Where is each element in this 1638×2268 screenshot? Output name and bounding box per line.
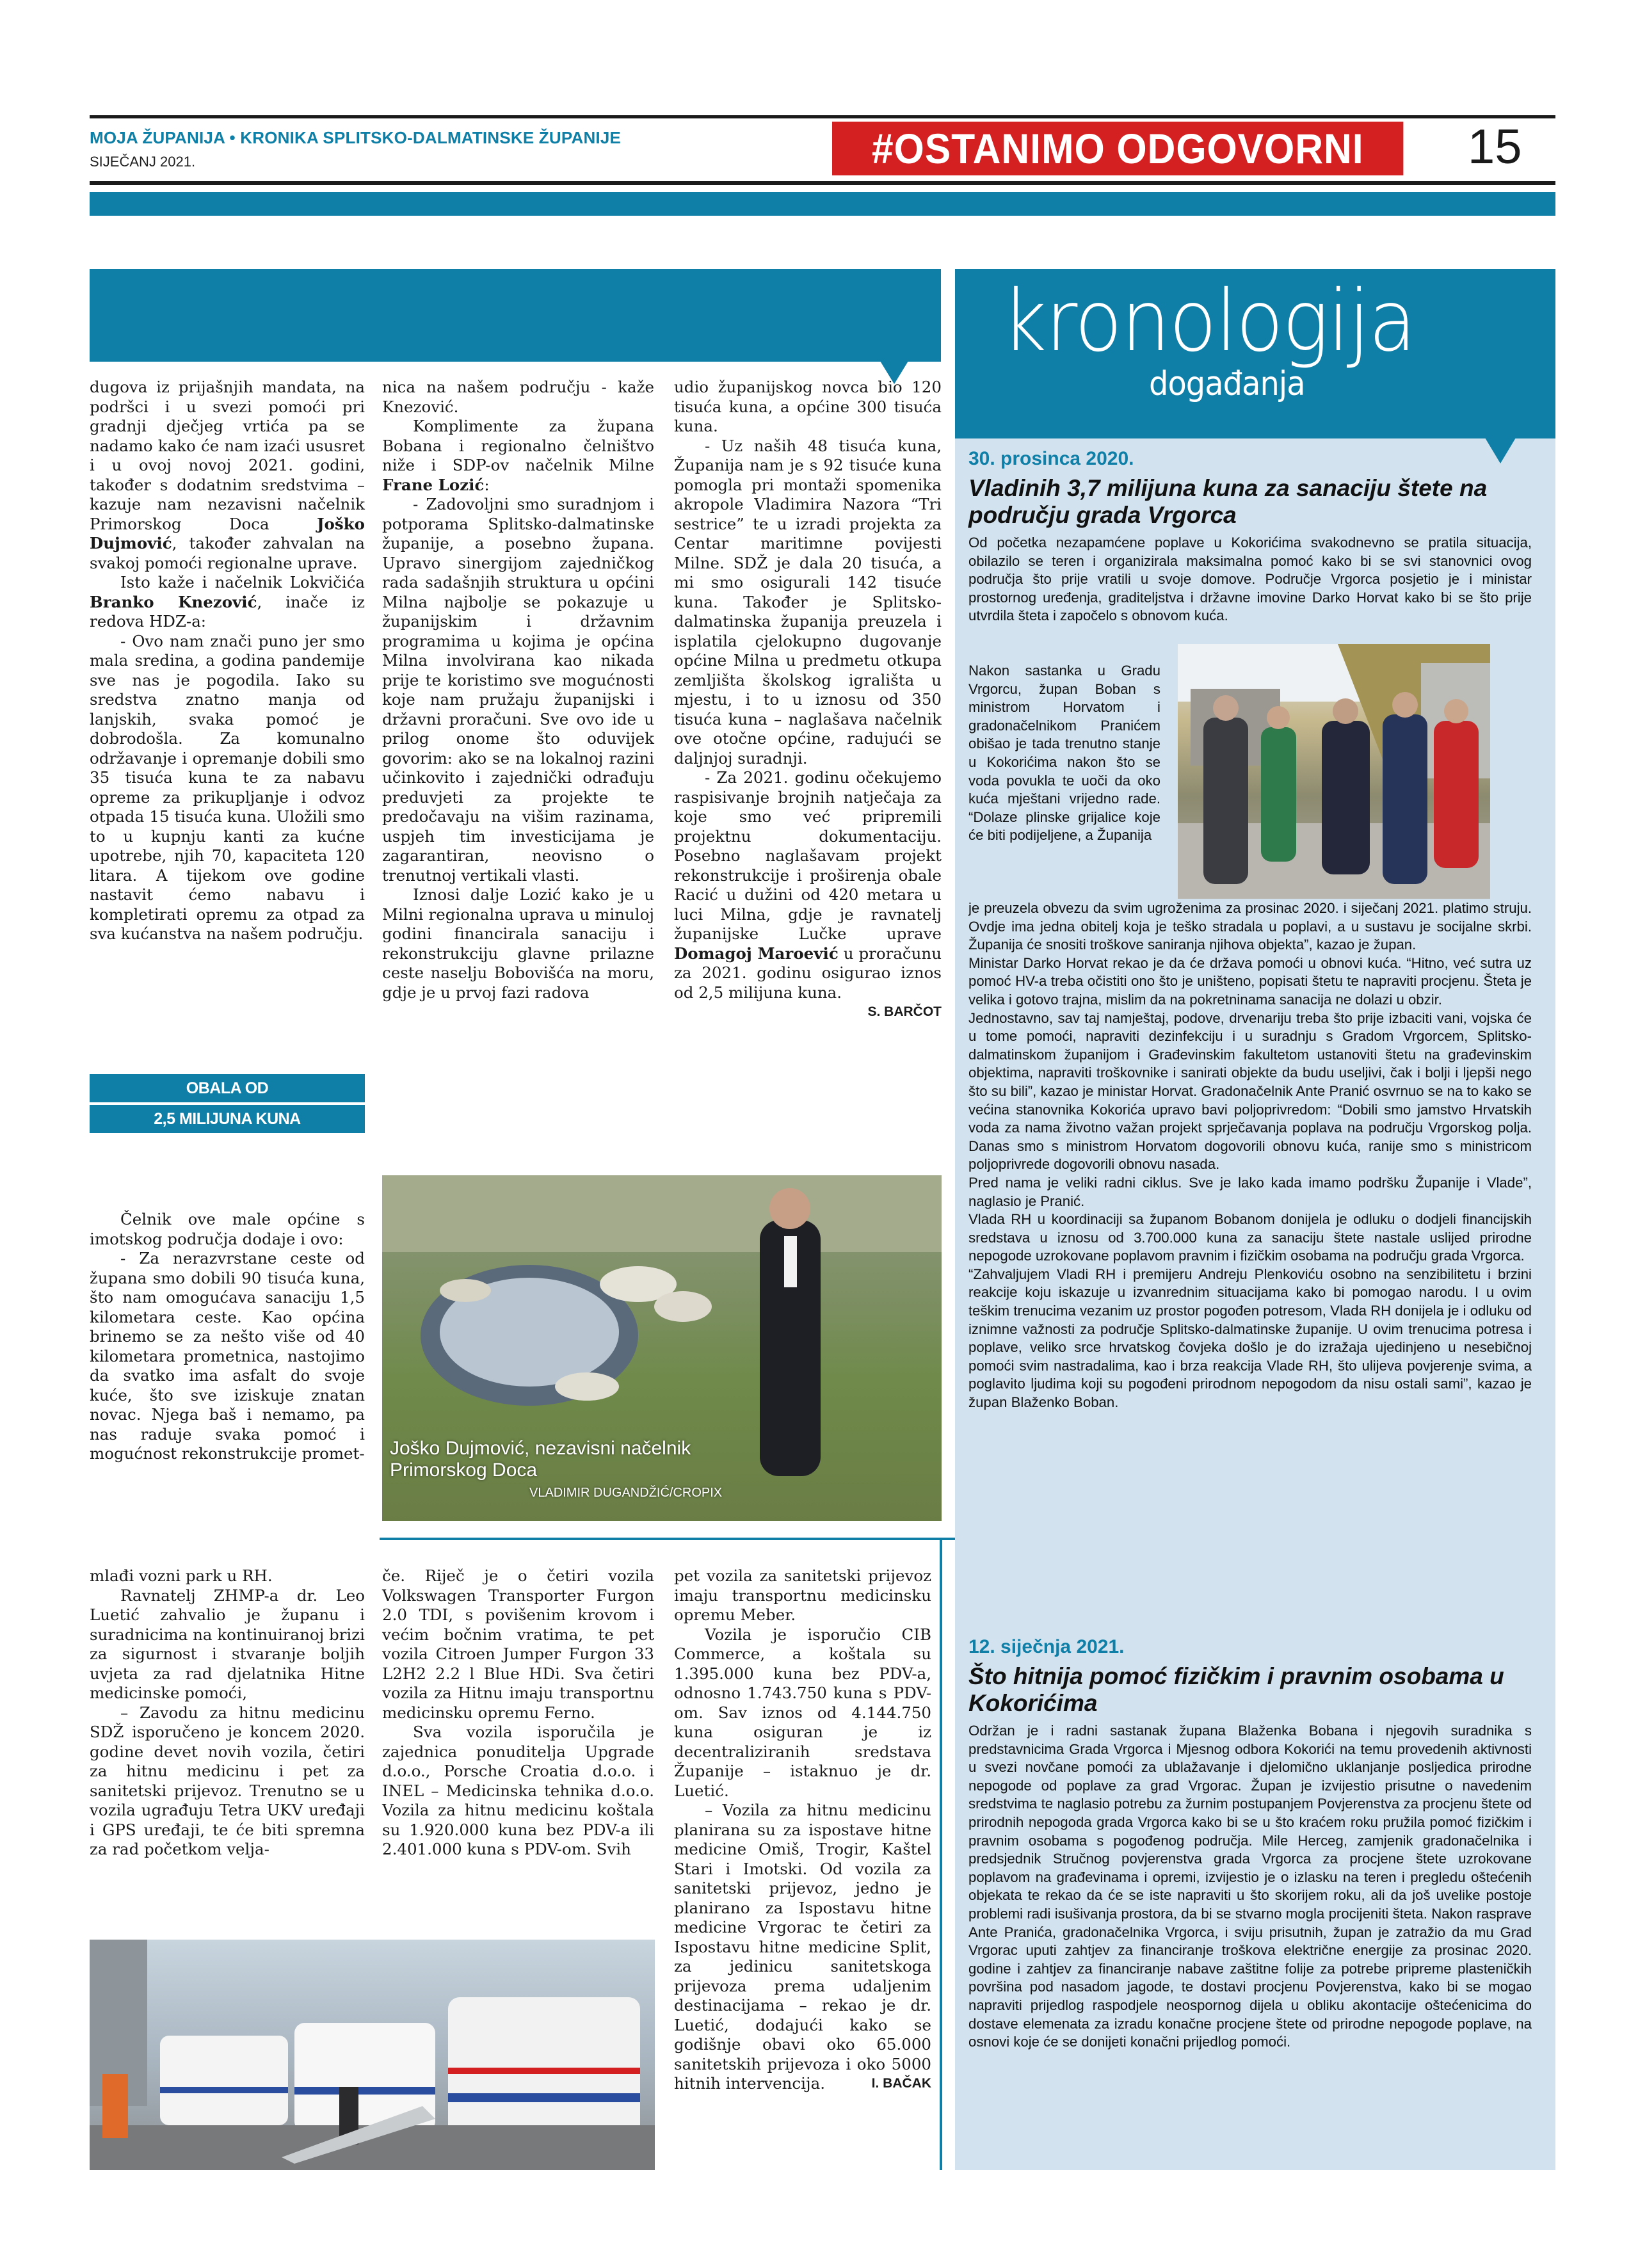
entry1-wrap-text: Nakon sastanka u Gradu Vrgorcu, župan Boban s ministrom Horvatom i gradonačelnikom Pranićem obišao je tada trenutno stanje u Kokorićima nakon što se voda povukla te uoči da oko kuća mještani vrijedno rade. “Dolaze plinske grijalice koje će biti podijeljene, a Županija — [968, 663, 1160, 844]
section-title: MOJA ŽUPANIJA • KRONIKA SPLITSKO-DALMATINSKE ŽUPANIJE — [90, 128, 622, 147]
article2-frame-side — [940, 1538, 942, 2170]
header-rule — [90, 181, 1555, 185]
entry1-headline: Vladinih 3,7 milijuna kuna za sanaciju štete na području grada Vrgorca — [968, 475, 1488, 528]
entry1-date: 30. prosinca 2020. — [968, 448, 1134, 469]
photo-josko-dujmovic — [382, 1175, 942, 1521]
photo-caption: Joško Dujmović, nezavisni načelnik Primorskog Doca — [390, 1438, 691, 1481]
article1-column-1b: Čelnik ove male općine s imotskog područja dodaje i ovo: - Za nerazvrstane ceste od župana smo dobili 90 tisuća kuna, što nam omogućava sanaciju 1,5 kilometara ceste. Kao općina brinemo se za nešto više od 40 kilometara prometnica, nastojimo da svatko ima asfalt do svoje kuće, što sve iziskuje znatan novac. Njega baš i nemamo, pa nas raduje svaka pomoć i mogućnost rekonstrukcije promet- — [90, 1210, 365, 1463]
article2-column-1: mlađi vozni park u RH. Ravnatelj ZHMP-a dr. Leo Luetić zahvalio je županu i suradnicima na kontinuiranoj brizi za sigurnost i stvaranje boljih uvjeta za rad djelatnika Hitne medicinske pomoći, – Zavodu za hitnu medicinu SDŽ isporučeno je koncem 2020. godine devet novih vozila, četiri za hitnu medicinu i pet za sanitetski prijevoz. Trenutno se u vozila ugrađuju Tetra UKV uređaji i GPS uređaji, te će biti spremna za rad početkom velja- — [90, 1566, 365, 1858]
byline: I. BAČAK — [871, 2076, 931, 2091]
chronology-pointer — [1485, 438, 1516, 463]
top-rule — [90, 115, 1555, 118]
article1-column-1: dugova iz prijašnjih mandata, na podršci i u svezi pomoći pri gradnji dječjeg vrtića pa se nadamo kako će nam izaći ususret i u ovoj novoj 2021. godini, također s dodatnim sredstvima – kazuje nam nezavisni načelnik Primorskog Doca Joško Dujmović, također zahvalan na svakoj pomoći regionalne uprave. Isto kaže i načelnik Lokvičića Branko Knezović, inače iz redova HDZ-a: - Ovo nam znači puno jer smo mala sredina, a godina pandemije sve nas je pogodila. Iako su sredstva znatno manja od lanjskih, svaka pomoć je dobrodošla. Za komunalno održavanje i opremanje dobili smo 35 tisuća kuna te za nabavu opreme za prikupljanje i odvoz otpada 15 tisuća kuna. Uložili smo to u kupnju kanti za kućne upotrebe, njih 70, kapaciteta 120 litara. A tijekom ove godine nastavit ćemo nabavu i kompletirati opremu za otpad za sva kućanstva na našem području. — [90, 378, 365, 943]
article1-callout-banner — [90, 269, 941, 362]
header-color-bar — [90, 192, 1555, 216]
person-figure — [1383, 714, 1427, 884]
person-name: Frane Lozić — [382, 475, 485, 494]
entry2-body: Održan je i radni sastanak župana Blaženka Bobana i njegovih suradnika s predstavnicima Grada Vrgorca i Mjesnog odbora Kokorići na temu provedenih aktivnosti u svezi novčane pomoći za ublažavanje i djelomično uklanjanje posljedica prirodne nepogode od poplave za grad Vrgorac. Župan je izvijestio prisutne o navedenim sredstvima te naglasio potrebu za žurnim postupanjem Povjerenstva za procjenu štete od prirodnih nepogoda grada Vrgorca kako bi se u što kraćem roku pružila pomoć fizičkim i pravnim osobama s pogođenog područja. Mile Herceg, zamjenik gradonačelnika i predsjednik Stručnog povjerenstva grada Vrgorca za procjene štete uzrokovane poplavom na građevinama i opremi, izvijestio je o izlasku na teren i pregledu oštećenih objekata te rekao da će se iste napraviti u što skorijem roku, ali da još uvelike postoje problemi radi isušivanja prostora, da bi se stvarno mogla procijeniti šteta. Nakon rasprave Ante Pranića, gradonačelnika Vrgorca, i sviju prisutnih, župan je zatražio da mu Grad Vrgorac uputi zahtjev za financiranje troškova električne energije za prosinac 2020. godine i zahtjev za financiranje nabave zaštitne folije za potrebe pripreme plasteničkih površina pod nasadom jagode, te dostavi procjenu Povjerenstva, kako bi se mogao napraviti prijedlog raspodjele neospornog dijela u obliku akontacije oštećenicima do dostave elemenata za izradu konačne procjene štete od prirodne nepogode poplave, na osnovi koje će se donijeti konačni prijedlog pomoći. — [968, 1723, 1532, 2050]
subhead-line-2: 2,5 MILIJUNA KUNA — [90, 1105, 365, 1133]
person-figure — [1434, 721, 1479, 868]
article1-column-2: nica na našem području - kaže Knezović. Komplimente za župana Bobana i regionalno čelništvo niže i SDP-ov načelnik Milne Frane Lozić: - Zadovoljni smo suradnjom i potporama Splitsko-dalmatinske županije, a posebno župana. Upravo sinergijom zajedničkog rada sadašnjih struktura u općini Milna najbolje se pokazuje u županijskim i državnim programima u kojima je općina Milna involvirana kao nikada prije te koristimo sve mogućnosti koje nam pružaju županijski i državni proračuni. Sve ovo ide u prilog onome što oduvijek govorim: ako se na lokalnoj razini učinkovito i zajednički odrađuju preduvjeti za projekte te predočavaju na višim razinama, uspjeh tim investicijama je zagarantiran, neovisno o trenutnoj vertikali vlasti. Iznosi dalje Lozić kako je u Milni regionalna uprava u minuloj godini financirala sanaciju i rekonstrukciju glavne prilazne ceste naselju Bobovišća na moru, gdje je u prvoj fazi radova — [382, 378, 654, 1002]
photo-ambulances — [90, 1940, 655, 2170]
entry1-intro: Od početka nezapamćene poplave u Kokorićima svakodnevno se pratila situacija, obilazilo se teren i organizirala maksimalna pomoć kako bi se svi stanovnici ovog područja što prije vratili u svoje domove. Područje Vrgorca posjetio je i ministar prostornog uređenja, graditeljstva i državne imovine Darko Horvat kako bi se što prije utvrdila šteta i započelo s obnovom kuća. — [968, 535, 1532, 624]
chronology-title: kronologija — [1002, 272, 1415, 371]
photo-officials-visit — [1178, 644, 1490, 899]
article1-column-3: udio županijskog novca bio 120 tisuća kuna, a općine 300 tisuća kuna. - Uz naših 48 tisuća kuna, Županija nam je s 92 tisuće kuna pomogla pri montaži spomenika akropole Vladimira Nazora “Tri sestrice” te u izradi projekta za Centar maritimne povijesti Milne. SDŽ je dala 20 tisuća, a mi smo osigurali 142 tisuće kuna. Također je Splitsko-dalmatinska županija preuzela i isplatila cjelokupno dugovanje općine Milna u predmetu otkupa zemljišta školskog igrališta u mjestu, i to u iznosu od 350 tisuća kuna – naglašava načelnik ove otočne općine, radujući se daljnjoj suradnji. - Za 2021. godinu očekujemo raspisivanje brojnih natječaja za koje smo već pripremili projektnu dokumentaciju. Posebno naglašavam projekt rekonstrukcije i proširenja obale Racić u dužini od 420 metara u luci Milna, gdje je ravnatelj županijske Lučke uprave Domagoj Maroević u proračunu za 2021. godinu osigurao iznos od 2,5 milijuna kuna. S. BARČOT — [674, 378, 942, 1022]
person-figure — [1322, 721, 1370, 874]
byline: S. BARČOT — [867, 1004, 942, 1019]
chronology-subtitle: događanja — [1149, 365, 1305, 403]
person-name: Branko Knezović — [90, 592, 257, 611]
article2-column-3: pet vozila za sanitetski prijevoz imaju transportnu medicinsku opremu Meber. Vozila je isporučio CIB Commerce, a koštala su 1.395.000 kuna bez PDV-a, odnosno 1.743.750 kuna s PDV-om. Sav iznos od 4.144.750 kuna osiguran je iz decentraliziranih sredstava Županije – istaknuo je dr. Luetić. – Vozila za hitnu medicinu planirana su za ispostave hitne medicine Omiš, Trogir, Kaštel Stari i Imotski. Od vozila za sanitetski prijevoz, jedno je planirano za Ispostavu hitne medicine Vrgorac te četiri za Ispostavu hitne medicine Split, za jedinicu sanitetskoga prijevoza prema udaljenim destinacijama – rekao je dr. Luetić, dodajući kako se godišnje obavi oko 65.000 sanitetskih prijevoza i oko 5000 hitnih intervencija. I. BAČAK — [674, 1566, 931, 2093]
subhead-line-1: OBALA OD — [90, 1074, 365, 1102]
person-figure — [1261, 727, 1296, 862]
entry2-date: 12. siječnja 2021. — [968, 1636, 1125, 1657]
issue-date: SIJEČANJ 2021. — [90, 154, 196, 170]
page-number: 15 — [1468, 120, 1522, 174]
photo-illustration — [90, 1940, 655, 2170]
article2-column-2: če. Riječ je o četiri vozila Volkswagen Transporter Furgon 2.0 TDI, s povišenim krovom i većim bočnim vratima, te pet vozila Citroen Jumper Furgon 33 L2H2 2.2 l Blue HDi. Sva četiri vozila za Hitnu imaju transportnu medicinsku opremu Ferno. Sva vozila isporučila je zajednica ponuditelja Upgrade d.o.o., Porsche Croatia d.o.o. i INEL – Medicinska tehnika d.o.o. Vozila za hitnu medicinu koštala su 1.920.000 kuna bez PDV-a ili 2.401.000 kuna s PDV-om. Svih — [382, 1566, 654, 1858]
campaign-tag: #OSTANIMO ODGOVORNI — [832, 122, 1403, 175]
person-name: Joško Dujmović — [90, 514, 365, 552]
person-name: Domagoj Maroević — [674, 944, 839, 963]
photo-credit: VLADIMIR DUGANDŽIĆ/CROPIX — [529, 1486, 723, 1500]
entry2-headline: Što hitnija pomoć fizičkim i pravnim osobama u Kokorićima — [968, 1663, 1504, 1716]
person-figure — [1203, 718, 1248, 884]
entry1-body: je preuzela obvezu da svim ugroženima za prosinac 2020. i siječanj 2021. platimo struju. Ovdje ima jedna obitelj koja je teško stradala u poplavi, a u sustavu je socijalne skrbi. Županija će snositi troškove saniranja njihova objekta”, kazao je župan. Ministar Darko Horvat rekao je da će država pomoći u obnovi kuća. “Hitno, već sutra uz pomoć HV-a treba očistiti ono što je uništeno, popisati štetu te napraviti procjenu. Šteta je velika i gotovo trajna, mislim da na pokretninama sanacija ne dolazi u obzir. Jednostavno, sav taj namještaj, podove, drvenariju treba što prije izbaciti vani, vojska će u tome pomoći, napraviti dezinfekciju i u suradnju s Gradom Vrgorcem, Splitsko-dalmatinskom županijom i Građevinskim fakultetom ustanoviti štetu na građevinskim objektima, napraviti troškovnike i sanirati objekte da budu useljivi, čak i bolji i ljepši nego što su bili”, kazao je ministar Horvat. Gradonačelnik Ante Pranić osvrnuo se na to kako se većina stanovnika Kokorića upravo bavi poljoprivredom: “Dobili smo jamstvo Hrvatskih voda za nama životno važan projekt sprječavanja poplava na području Vrgorskog polja. Danas smo s ministrom Horvatom dogovorili obnovu kuća, ranije smo s ministricom poljoprivrede dogovorili obnovu nasada. Pred nama je veliki radni ciklus. Sve je lako kada imamo podršku Županije i Vlade”, naglasio je Pranić. Vlada RH u koordinaciji sa županom Bobanom donijela je odluku o dodjeli financijskih sredstava u iznosu od 3.700.000 kuna za sanaciju štete nastale uslijed prirodne nepogode uzrokovane poplavom pravnim i fizičkim osobama na području grada Vrgorca. “Zahvaljujem Vladi RH i premijeru Andreju Plenkoviću osobno na senzibilitetu i brzini reakcije koju iskazuje u izvanrednim situacijama kako bi pomogao narodu. I u ovim teškim trenucima vezanim uz prostor pogođen potresom, Vlada RH donijela je i odluku od iznimne važnosti za područje Splitsko-dalmatinske županije. U ovim trenucima potresa i poplave, veliko srce hrvatskog čovjeka došlo je do izražaja ujedinjeno u nesebičnoj pomoći svim nastradalima, kao i brza reakcija Vlade RH, što ulijeva povjerenje svima, a poglavito ljudima koji su pogođeni prirodnom nepogodom da nisu ostali sami”, kazao je župan Blaženko Boban. — [968, 900, 1532, 1411]
photo-illustration — [1178, 644, 1490, 899]
